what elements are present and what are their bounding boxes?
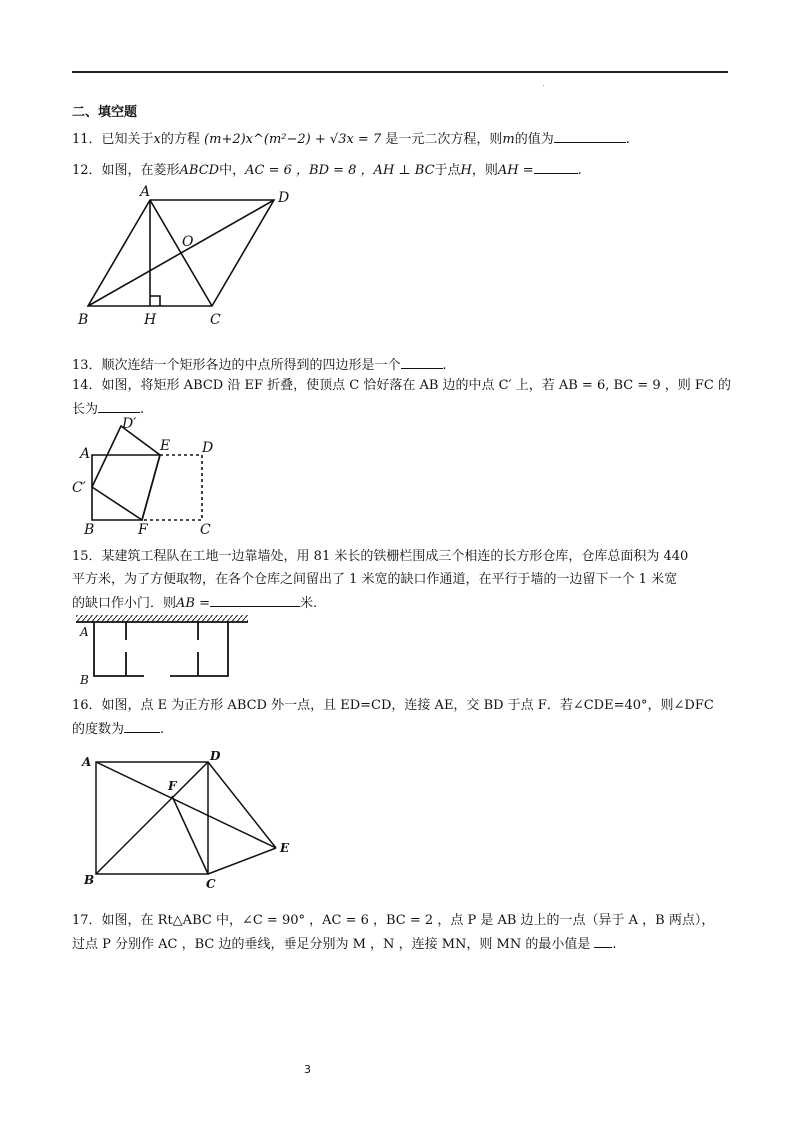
question-15-line3 [72,594,317,613]
folded-flap [92,426,160,520]
diagonal-bd [88,200,274,306]
q14-fold-figure [70,412,230,538]
question-17-line1: 17．如图，在 Rt△ABC 中，∠C = 90° ，AC = 6 ，BC = 2 ，点 P 是 AB 边上的一点（异于 A ，B 两点）， [72,913,715,928]
q11-text-3: 是一元二次方程，则 [385,132,503,147]
q12-answer-blank[interactable] [534,161,578,174]
question-12 [72,161,582,180]
q12-end: . [577,163,582,178]
label-c: C [200,522,211,538]
q12-text-3: 于点 [434,163,461,178]
q17-end: . [612,937,617,952]
q11-answer-blank[interactable] [554,130,626,143]
q14-text-2: 长为 [72,402,99,417]
label-c-prime: C′ [72,480,86,496]
q13-answer-blank[interactable] [401,356,443,369]
segment-ae [96,762,276,848]
label-d: D [210,749,221,763]
q15-text-3: 的缺口作小门．则 [72,596,177,611]
q17-answer-blank[interactable] [594,935,612,948]
label-b: B [78,312,89,328]
scan-dot [543,85,544,86]
q11-var-x: x [153,132,161,147]
q12-text-1: 12．如图，在菱形 [72,163,180,178]
question-16-line1: 16．如图，点 E 为正方形 ABCD 外一点，且 ED=CD，连接 AE，交 BD 于点 F．若∠CDE=40°，则∠DFC [72,698,714,713]
q16-end: . [160,722,165,737]
label-a: A [140,184,151,200]
q12-text-2: 中， [219,163,246,178]
segment-de [208,762,276,848]
fold-line-ef [142,455,160,520]
q15-ask: AB = [176,596,210,611]
label-f: F [138,522,148,538]
question-14-line1: 14．如图，将矩形 ABCD 沿 EF 折叠，使顶点 C 恰好落在 AB 边的中点 C′ 上，若 AB = 6, BC = 9 ，则 FC 的 [72,378,732,393]
question-13 [72,356,447,375]
diagonal-bd [96,762,208,874]
q11-text-1: 11．已知关于 [72,132,154,147]
question-17-line2 [72,935,616,954]
fence-right [170,622,228,676]
q13-text: 13．顺次连结一个矩形各边的中点所得到的四边形是一个 [72,358,401,373]
q12-text-4: ，则 [471,163,498,178]
q14-end: . [140,402,145,417]
label-a: A [80,625,89,639]
label-b: B [84,873,95,887]
q15-unit: 米. [299,596,318,611]
label-c: C [206,877,216,891]
question-11 [72,130,630,149]
q11-text-4: 的值为 [514,132,554,147]
right-angle-mark [150,296,160,306]
label-b: B [80,673,89,687]
header-rule [72,71,728,73]
question-15-line2: 平方米，为了方便取物，在各个仓库之间留出了 1 米宽的缺口作通道，在平行于墙的一边留下一个 1 米宽 [72,572,678,587]
q11-var-m: m [502,132,515,147]
label-d: D [202,440,214,456]
wall-hatching [76,615,248,622]
q17-text-2: 过点 P 分别作 AC ，BC 边的垂线，垂足分别为 M ，N ，连接 MN，则 MN 的最小值是 [72,937,591,952]
question-16-line2 [72,720,164,739]
label-o: O [182,234,194,250]
fence-left [94,622,144,676]
q13-end: . [442,358,447,373]
q12-shape: ABCD [179,163,220,178]
q15-warehouse-figure [70,612,260,688]
label-h: H [144,312,157,328]
label-a: A [82,755,92,769]
label-c: C [210,312,221,328]
label-d: D [278,190,290,206]
q12-ask: AH = [497,163,534,178]
q16-answer-blank[interactable] [124,720,160,733]
label-b: B [84,522,95,538]
q12-rhombus-figure [70,180,310,330]
section-title: 二、填空题 [72,105,138,120]
q11-end: . [625,132,630,147]
segment-ce [208,848,276,874]
q12-given: AC = 6 ，BD = 8 ，AH ⊥ BC [245,163,435,178]
label-e: E [160,438,171,454]
q16-square-figure [76,746,306,894]
q11-text-2: 的方程 [160,132,200,147]
label-f: F [168,779,177,793]
q11-equation: (m+2)x^(m²−2) + √3x = 7 [204,132,382,147]
page-number: 3 [304,1063,311,1076]
q15-answer-blank[interactable] [210,594,300,607]
label-e: E [280,841,290,855]
q12-point: H [460,163,472,178]
label-d-prime: D′ [122,416,137,432]
q16-text-2: 的度数为 [72,722,125,737]
label-a: A [80,446,91,462]
question-15-line1: 15．某建筑工程队在工地一边靠墙处，用 81 米长的铁栅栏围成三个相连的长方形仓库，仓库总面积为 440 [72,549,689,564]
